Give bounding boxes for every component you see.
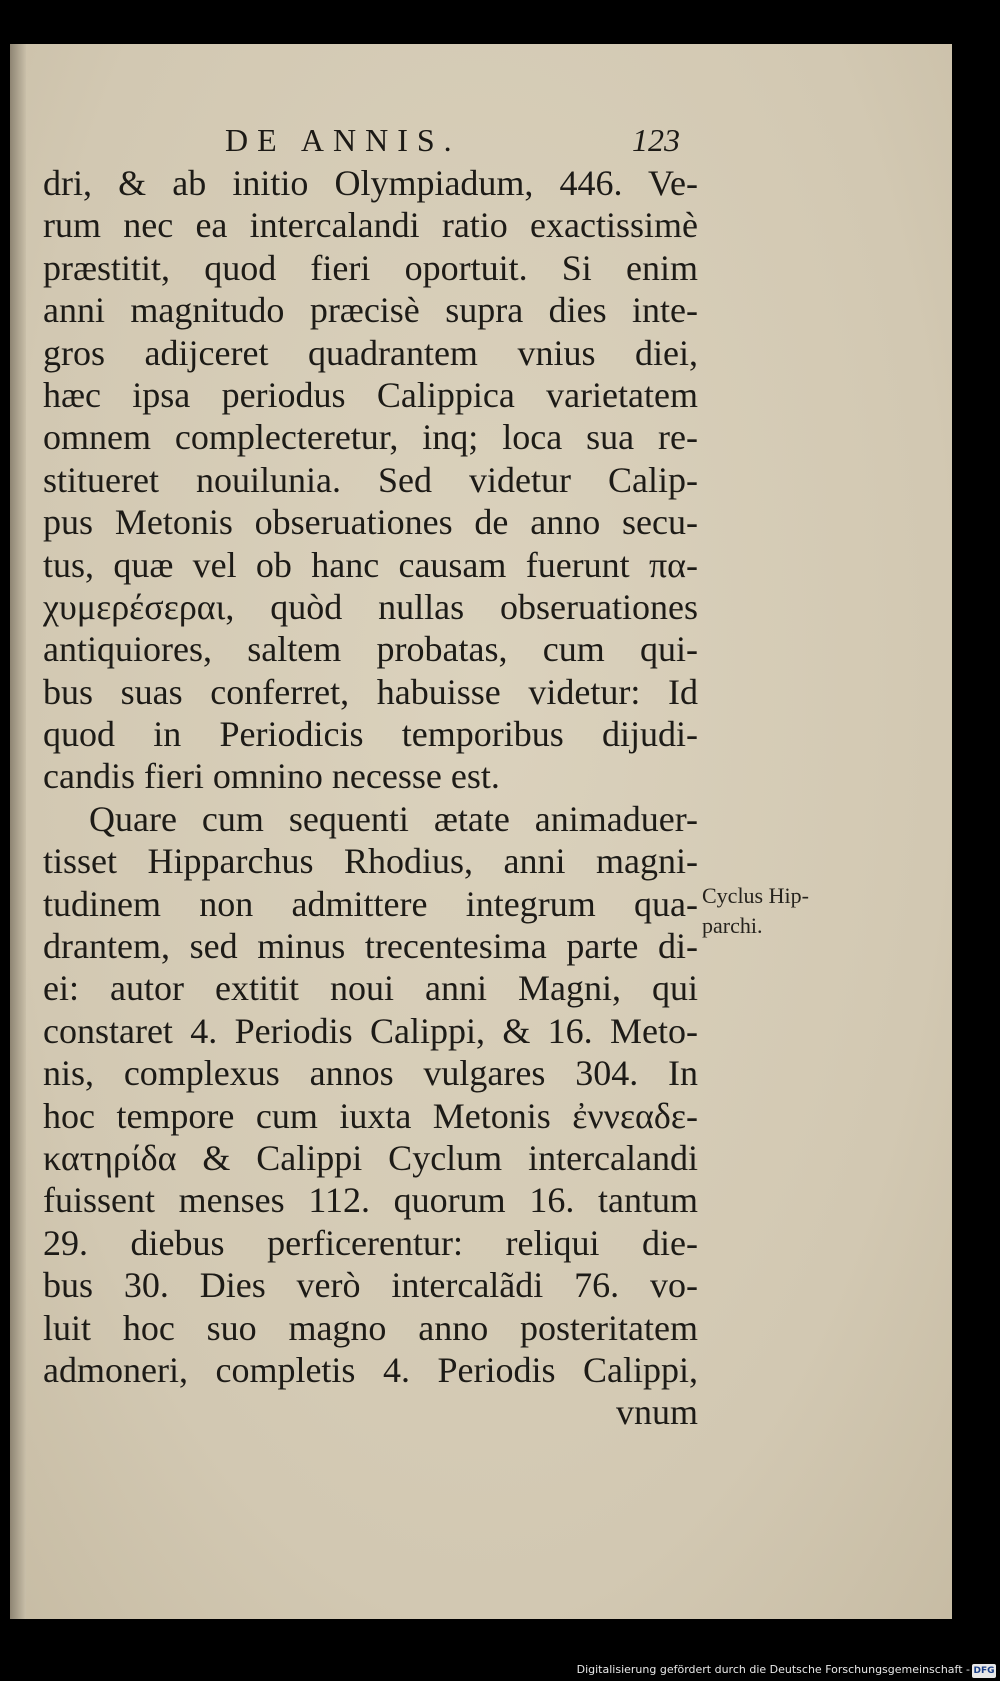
text-line: admoneri, completis 4. Periodis Calippi, xyxy=(43,1349,698,1390)
text-line: hoc tempore cum iuxta Metonis ἐννεαδε- xyxy=(43,1095,698,1136)
text-line: rum nec ea intercalandi ratio exactissimè xyxy=(43,205,698,246)
body-text xyxy=(43,162,698,1434)
text-line: antiquiores, saltem probatas, cum qui- xyxy=(43,629,698,670)
text-line: tudinem non admittere integrum qua- xyxy=(43,883,698,924)
marginal-note-line: Cyclus Hip- xyxy=(702,883,809,908)
text-line: dri, & ab initio Olympiadum, 446. Ve- xyxy=(43,163,698,203)
page-gutter-shadow xyxy=(10,44,26,1619)
text-line: stitueret nouilunia. Sed videtur Calip- xyxy=(43,459,698,500)
marginal-note xyxy=(702,881,852,941)
text-line: anni magnitudo præcisè supra dies inte- xyxy=(43,290,698,331)
page-number: 123 xyxy=(632,122,680,158)
text-line: κατηρίδα & Calippi Cyclum intercalandi xyxy=(43,1137,698,1178)
text-line: luit hoc suo magno anno posteritatem xyxy=(43,1307,698,1348)
catchword: vnum xyxy=(615,1392,698,1433)
text-line: quod in Periodicis temporibus dijudi- xyxy=(43,714,698,755)
text-line: gros adijceret quadrantem vnius diei, xyxy=(43,332,698,373)
page-header xyxy=(10,122,952,162)
text-line: nis, complexus annos vulgares 304. In xyxy=(43,1053,698,1094)
text-line: bus suas conferret, habuisse videtur: Id xyxy=(43,671,698,712)
text-line: tus, quæ vel ob hanc causam fuerunt πα- xyxy=(43,544,698,585)
text-line: omnem complecteretur, inq; loca sua re- xyxy=(43,417,698,458)
funding-credit: Digitalisierung gefördert durch die Deutsche Forschungsgemeinschaft - xyxy=(576,1663,970,1676)
footer xyxy=(0,1663,1000,1681)
text-line: ei: autor extitit noui anni Magni, qui xyxy=(43,968,698,1009)
text-line: bus 30. Dies verò intercalãdi 76. vo- xyxy=(43,1265,698,1306)
dfg-logo: DFG xyxy=(973,1666,995,1676)
text-line: candis fieri omnino necesse est. xyxy=(43,756,500,797)
text-line: præstitit, quod fieri oportuit. Si enim xyxy=(43,247,698,288)
text-line: hæc ipsa periodus Calippica varietatem xyxy=(43,374,698,415)
text-line: fuissent menses 112. quorum 16. tantum xyxy=(43,1180,698,1221)
text-line: 29. diebus perficerentur: reliqui die- xyxy=(43,1222,698,1263)
text-line: pus Metonis obseruationes de anno secu- xyxy=(43,502,698,543)
book-page xyxy=(10,44,952,1619)
marginal-note-line: parchi. xyxy=(702,913,763,938)
running-head: DE ANNIS. xyxy=(225,122,461,158)
text-line: tisset Hipparchus Rhodius, anni magni- xyxy=(43,841,698,882)
text-line: constaret 4. Periodis Calippi, & 16. Meto- xyxy=(43,1010,698,1051)
text-line: drantem, sed minus trecentesima parte di- xyxy=(43,926,698,967)
text-line: χυμερέσεραι, quòd nullas obseruationes xyxy=(43,586,698,627)
text-line: Quare cum sequenti ætate animaduer- xyxy=(89,798,698,839)
